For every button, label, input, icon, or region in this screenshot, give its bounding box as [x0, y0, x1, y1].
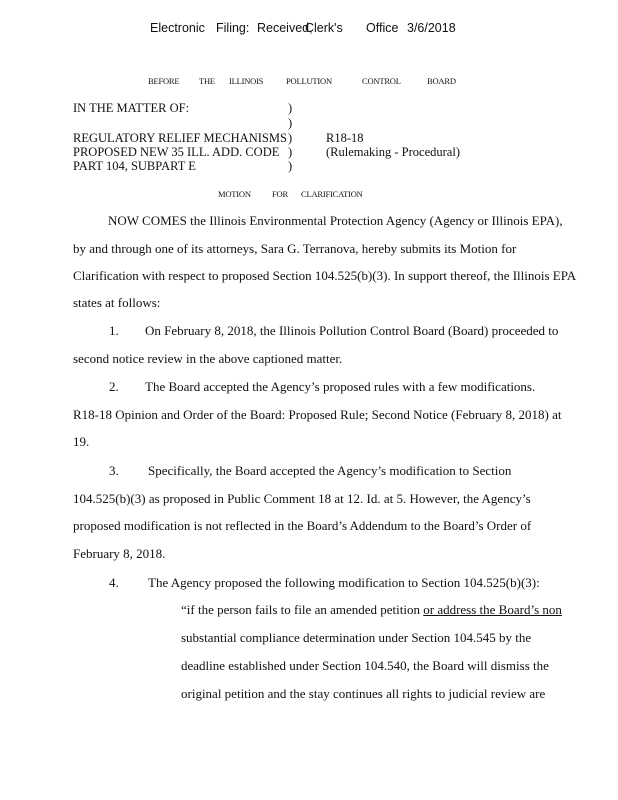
filing-header-electronic: Electronic [150, 21, 205, 35]
paragraph-line: February 8, 2018. [73, 546, 166, 561]
board-title-illinois: ILLINOIS [229, 76, 264, 86]
filing-header-clerks: Clerk's [305, 21, 343, 35]
paragraph-line: On February 8, 2018, the Illinois Pollution Control Board (Board) proceeded to [145, 323, 559, 338]
caption-docket-note: (Rulemaking - Procedural) [326, 145, 460, 159]
board-title-the: THE [199, 76, 215, 86]
quote-line [181, 602, 562, 618]
paragraph-number: 2. [109, 379, 119, 394]
paragraph-line: 104.525(b)(3) as proposed in Public Comment 18 at 12. Id. at 5. However, the Agency’s [73, 491, 531, 506]
paragraph-line: 19. [73, 434, 90, 449]
intro-line: by and through one of its attorneys, Sara G. Terranova, hereby submits its Motion for [73, 241, 517, 256]
quote-line: original petition and the stay continues all rights to judicial review are [181, 686, 546, 701]
intro-line: states at follows: [73, 295, 161, 310]
paragraph-line: The Board accepted the Agency’s proposed rules with a few modifications. [145, 379, 536, 394]
caption-bracket: ) [288, 116, 293, 130]
caption-line-1: REGULATORY RELIEF MECHANISMS [73, 131, 287, 145]
filing-header-date: 3/6/2018 [407, 21, 456, 35]
caption-bracket: ) [288, 101, 293, 115]
paragraph-line: Specifically, the Board accepted the Agency’s modification to Section [148, 463, 512, 478]
quote-text: “if the person fails to file an amended petition [181, 602, 424, 617]
caption-bracket: ) [288, 159, 293, 173]
quote-line: deadline established under Section 104.540, the Board will dismiss the [181, 658, 549, 673]
paragraph-number: 3. [109, 463, 119, 478]
board-title-board: BOARD [427, 76, 456, 86]
paragraph-line: second notice review in the above captioned matter. [73, 351, 343, 366]
filing-header-received: Received, [257, 21, 313, 35]
paragraph-line: R18-18 Opinion and Order of the Board: Proposed Rule; Second Notice (February 8, 2018) at [73, 407, 562, 422]
board-title-before: BEFORE [148, 76, 180, 86]
caption-in-the-matter: IN THE MATTER OF: [73, 101, 190, 115]
paragraph-line: proposed modification is not reflected in the Board’s Addendum to the Board’s Order of [73, 518, 532, 533]
paragraph-number: 1. [109, 323, 119, 338]
caption-bracket: ) [288, 131, 293, 145]
filing-header-filing: Filing: [216, 21, 250, 35]
intro-line: Clarification with respect to proposed Section 104.525(b)(3). In support thereof, the Illinois EPA [73, 268, 577, 283]
quote-underlined-insertion: or address the Board’s non [423, 602, 562, 617]
motion-title-clarification: CLARIFICATION [301, 189, 363, 199]
quote-line: substantial compliance determination under Section 104.545 by the [181, 630, 532, 645]
caption-line-2: PROPOSED NEW 35 ILL. ADD. CODE [73, 145, 280, 159]
board-title-control: CONTROL [362, 76, 401, 86]
board-title-pollution: POLLUTION [286, 76, 332, 86]
caption-bracket: ) [288, 145, 293, 159]
intro-line: NOW COMES the Illinois Environmental Protection Agency (Agency or Illinois EPA), [108, 213, 563, 228]
caption-docket-number: R18-18 [326, 131, 364, 145]
paragraph-number: 4. [109, 575, 119, 590]
caption-line-3: PART 104, SUBPART E [73, 159, 196, 173]
filing-header-office: Office [366, 21, 399, 35]
motion-title-motion: MOTION [218, 189, 251, 199]
paragraph-line: The Agency proposed the following modification to Section 104.525(b)(3): [148, 575, 540, 590]
motion-title-for: FOR [272, 189, 288, 199]
